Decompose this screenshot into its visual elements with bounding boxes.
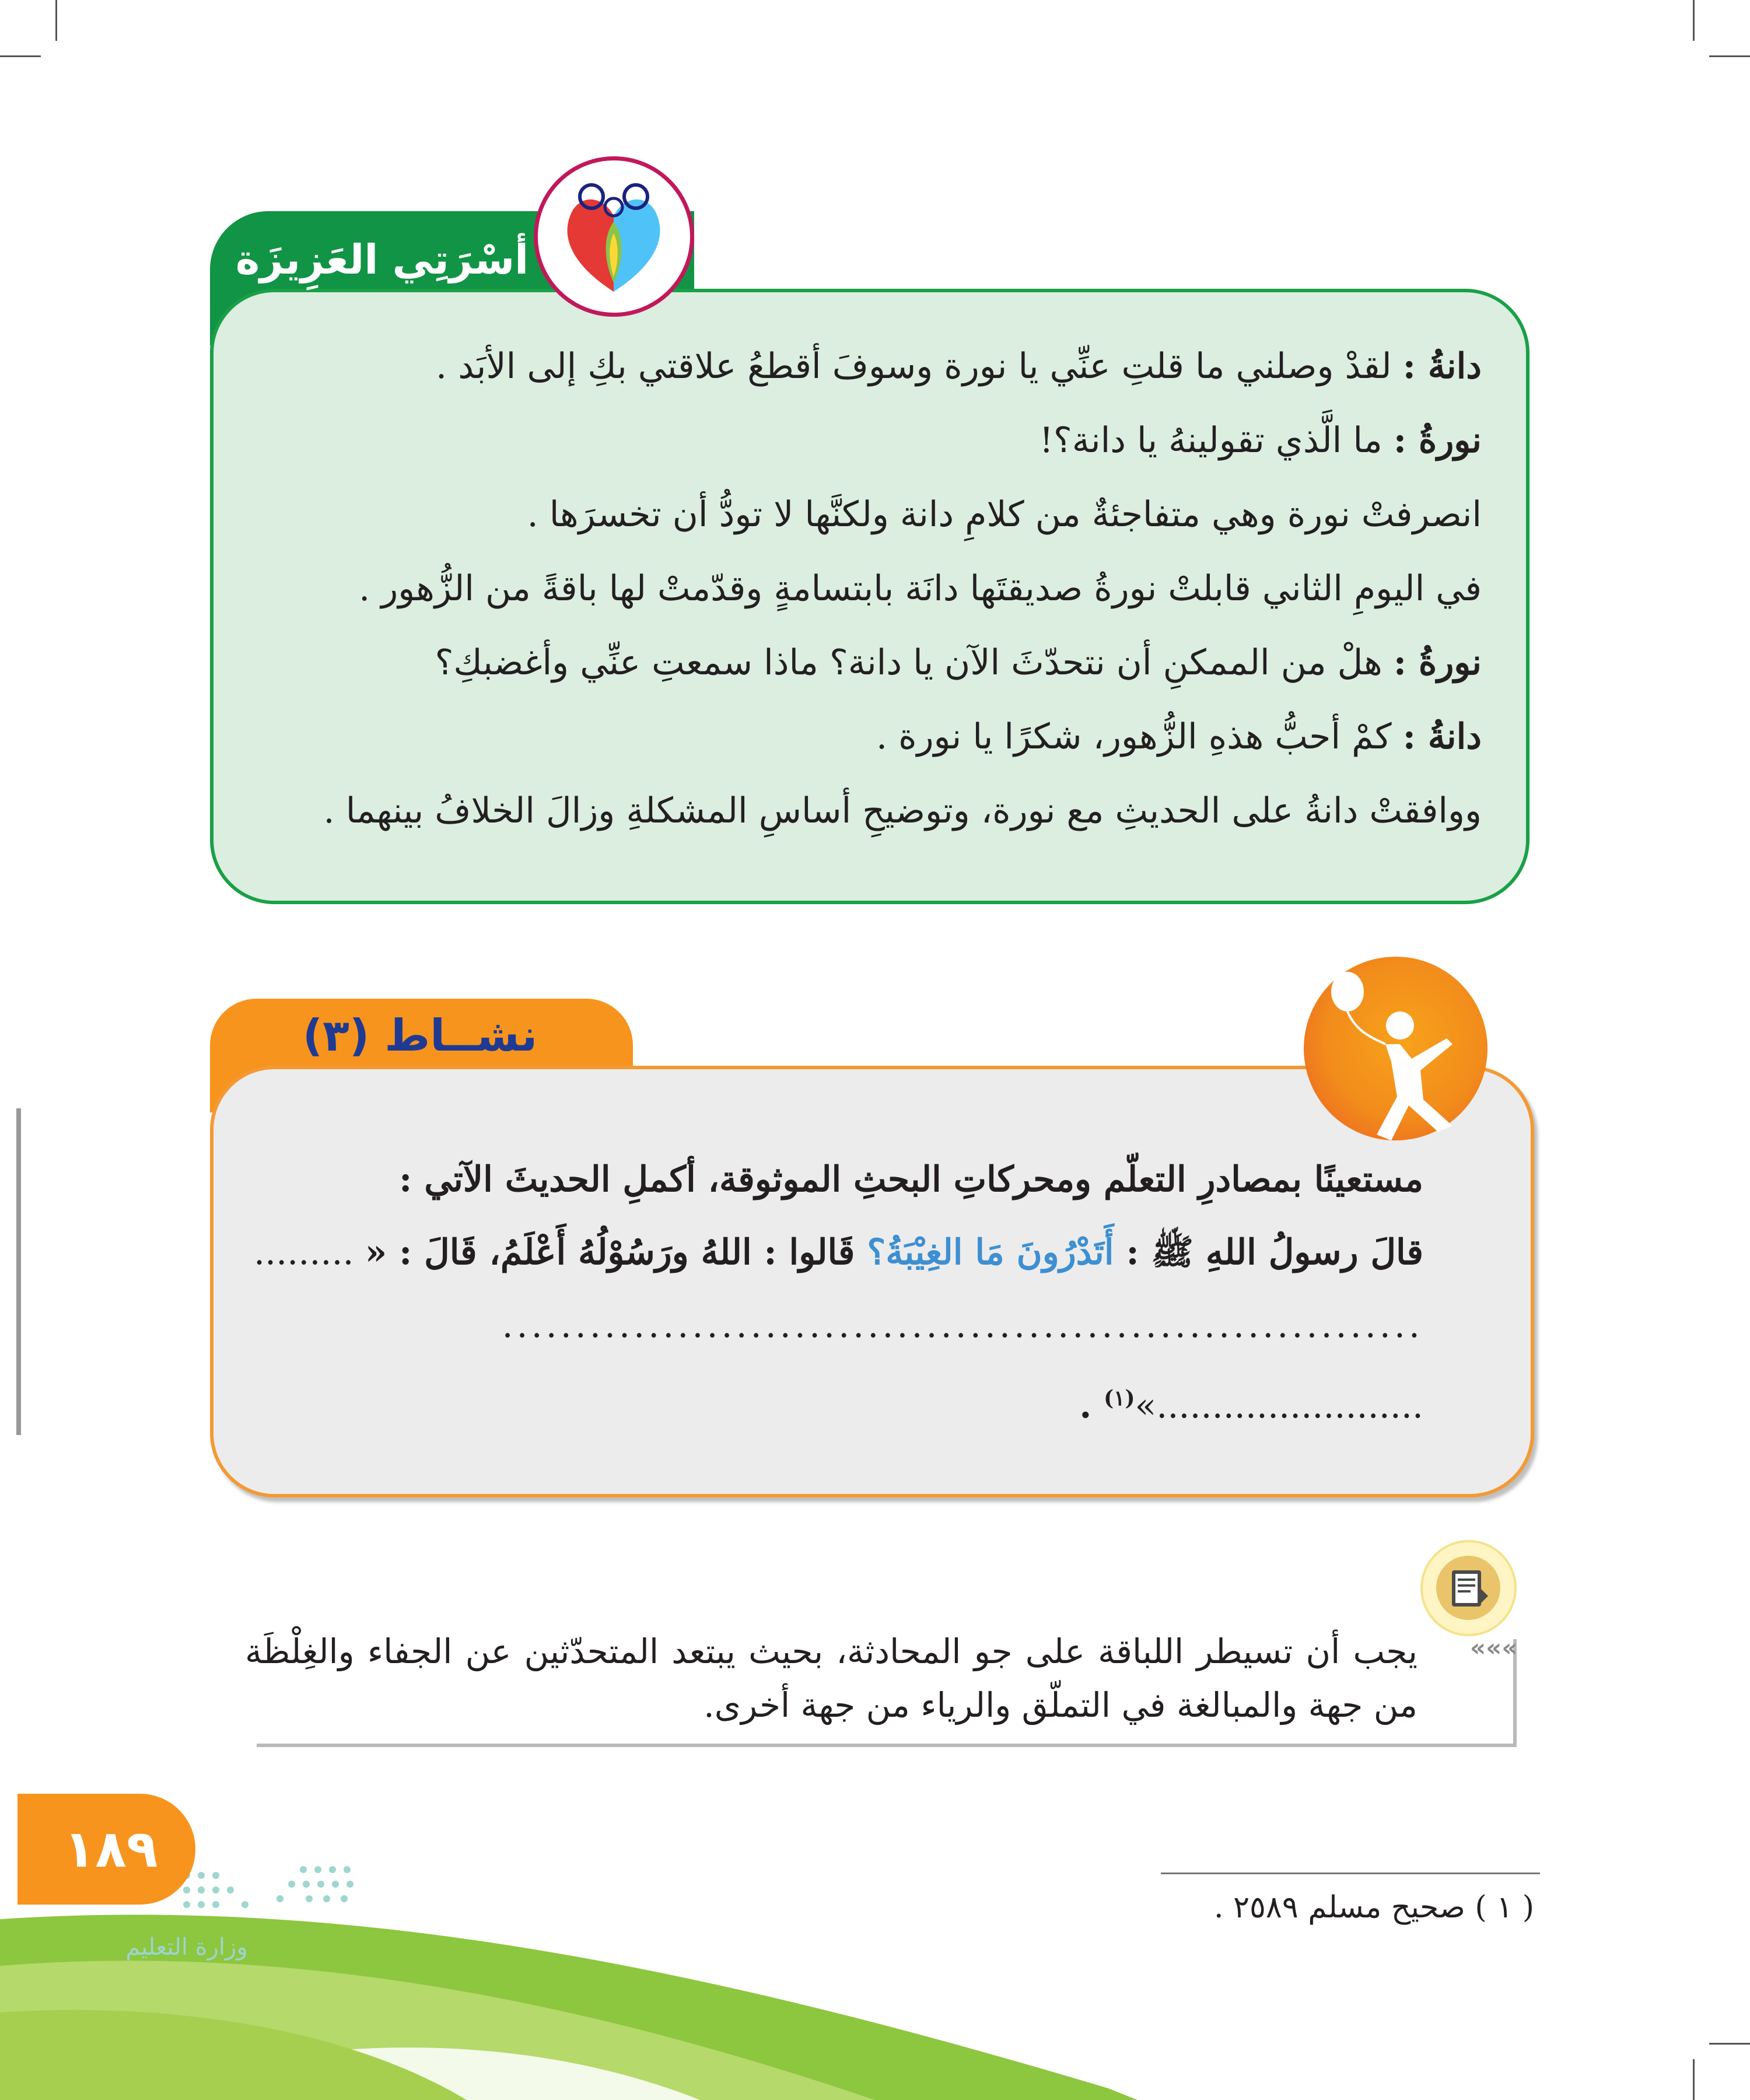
dialogue-text: هلْ من الممكنِ أن نتحدّثَ الآن يا دانة؟ ماذا سمعتِ عنِّي وأغضبكِ؟	[435, 642, 1394, 683]
dialogue-line	[257, 774, 1482, 848]
dialogue-text: لقدْ وصلني ما قلتِ عنِّي يا نورة وسوفَ أقطعُ علاقتي بكِ إلى الأبَد .	[436, 346, 1403, 387]
dialogue-text: كمْ أحبُّ هذهِ الزُّهور، شكرًا يا نورة .	[876, 716, 1403, 757]
speaker-name: دانةُ :	[1402, 716, 1482, 757]
speaker-name: نورةُ :	[1393, 642, 1482, 683]
crop-mark	[1709, 55, 1750, 57]
dialogue-text: انصرفتْ نورة وهي متفاجئةٌ من كلامِ دانة ولكنَّها لا تودُّ أن تخسرَها .	[527, 494, 1482, 535]
crop-mark	[55, 0, 57, 41]
note-icon	[1420, 1540, 1517, 1636]
hadith-line	[253, 1216, 1423, 1289]
hadith-question: أَتَدْرُونَ مَا الغِيْبَةُ؟	[867, 1232, 1126, 1273]
family-heart-icon	[534, 156, 694, 317]
dialogue-line	[257, 478, 1482, 552]
family-section-title: أسْرَتِي العَزِيزَة	[235, 236, 529, 284]
dialogue-line	[257, 700, 1482, 774]
activity-content	[253, 1143, 1423, 1443]
activity-title: نشــاط (٣)	[302, 1010, 538, 1061]
footnote-marker: (١)	[1104, 1386, 1135, 1410]
footnote: ( ١ ) صحيح مسلم ٢٥٨٩ .	[1214, 1890, 1534, 1925]
hadith-end-line	[280, 1362, 1423, 1443]
ministry-logo-text: وزارة التعليم	[125, 1934, 248, 1961]
note-arrows-icon: «««	[1470, 1633, 1518, 1662]
dialogue-line	[257, 404, 1482, 478]
speaker-name: دانةُ :	[1402, 346, 1482, 387]
speaker-name: نورةُ :	[1393, 420, 1482, 461]
child-balloon-icon	[1304, 957, 1488, 1140]
hadith-reply: قَالوا : اللهُ ورَسُوْلُهُ أَعْلَمُ، قَالَ : «	[365, 1232, 867, 1273]
margin-bar	[16, 1108, 21, 1435]
page-number: ١٨٩	[64, 1819, 158, 1879]
dialogue-line	[257, 330, 1482, 404]
family-dialogue	[257, 330, 1482, 848]
fill-blank[interactable]: ........................»	[1135, 1385, 1423, 1426]
dialogue-text: في اليومِ الثاني قابلتْ نورةُ صديقتَها دانَة بابتسامةٍ وقدّمتْ لها باقةً من الزُّهور .	[359, 568, 1482, 609]
hadith-intro: قالَ رسولُ اللهِ ﷺ :	[1126, 1232, 1423, 1273]
fill-blank[interactable]: ...............................................................	[502, 1305, 1423, 1346]
ministry-logo-dots	[175, 1858, 362, 1928]
crop-mark	[0, 55, 41, 57]
dialogue-line	[257, 626, 1482, 700]
dialogue-text: ما الَّذي تقولينهُ يا دانة؟!	[1039, 420, 1394, 461]
dialogue-text: ووافقتْ دانةُ على الحديثِ مع نورة، وتوضيحِ أساسِ المشكلةِ وزالَ الخلافُ بينهما .	[323, 790, 1482, 831]
fill-blank[interactable]: .........	[253, 1232, 365, 1273]
dialogue-line	[257, 552, 1482, 626]
note-text: يجب أن تسيطر اللباقة على جو المحادثة، بحيث يبتعد المتحدّثين عن الجفاء والغِلْظَة من جهة والمبالغة في التملّق والرياء من جهة أخرى.	[245, 1632, 1418, 1725]
line-end: .	[1079, 1385, 1104, 1426]
footnote-divider	[1161, 1873, 1540, 1874]
crop-mark	[1693, 0, 1695, 41]
activity-instruction: مستعينًا بمصادرِ التعلّم ومحركاتِ البحثِ الموثوقة، أكملِ الحديثَ الآتي :	[399, 1159, 1423, 1200]
